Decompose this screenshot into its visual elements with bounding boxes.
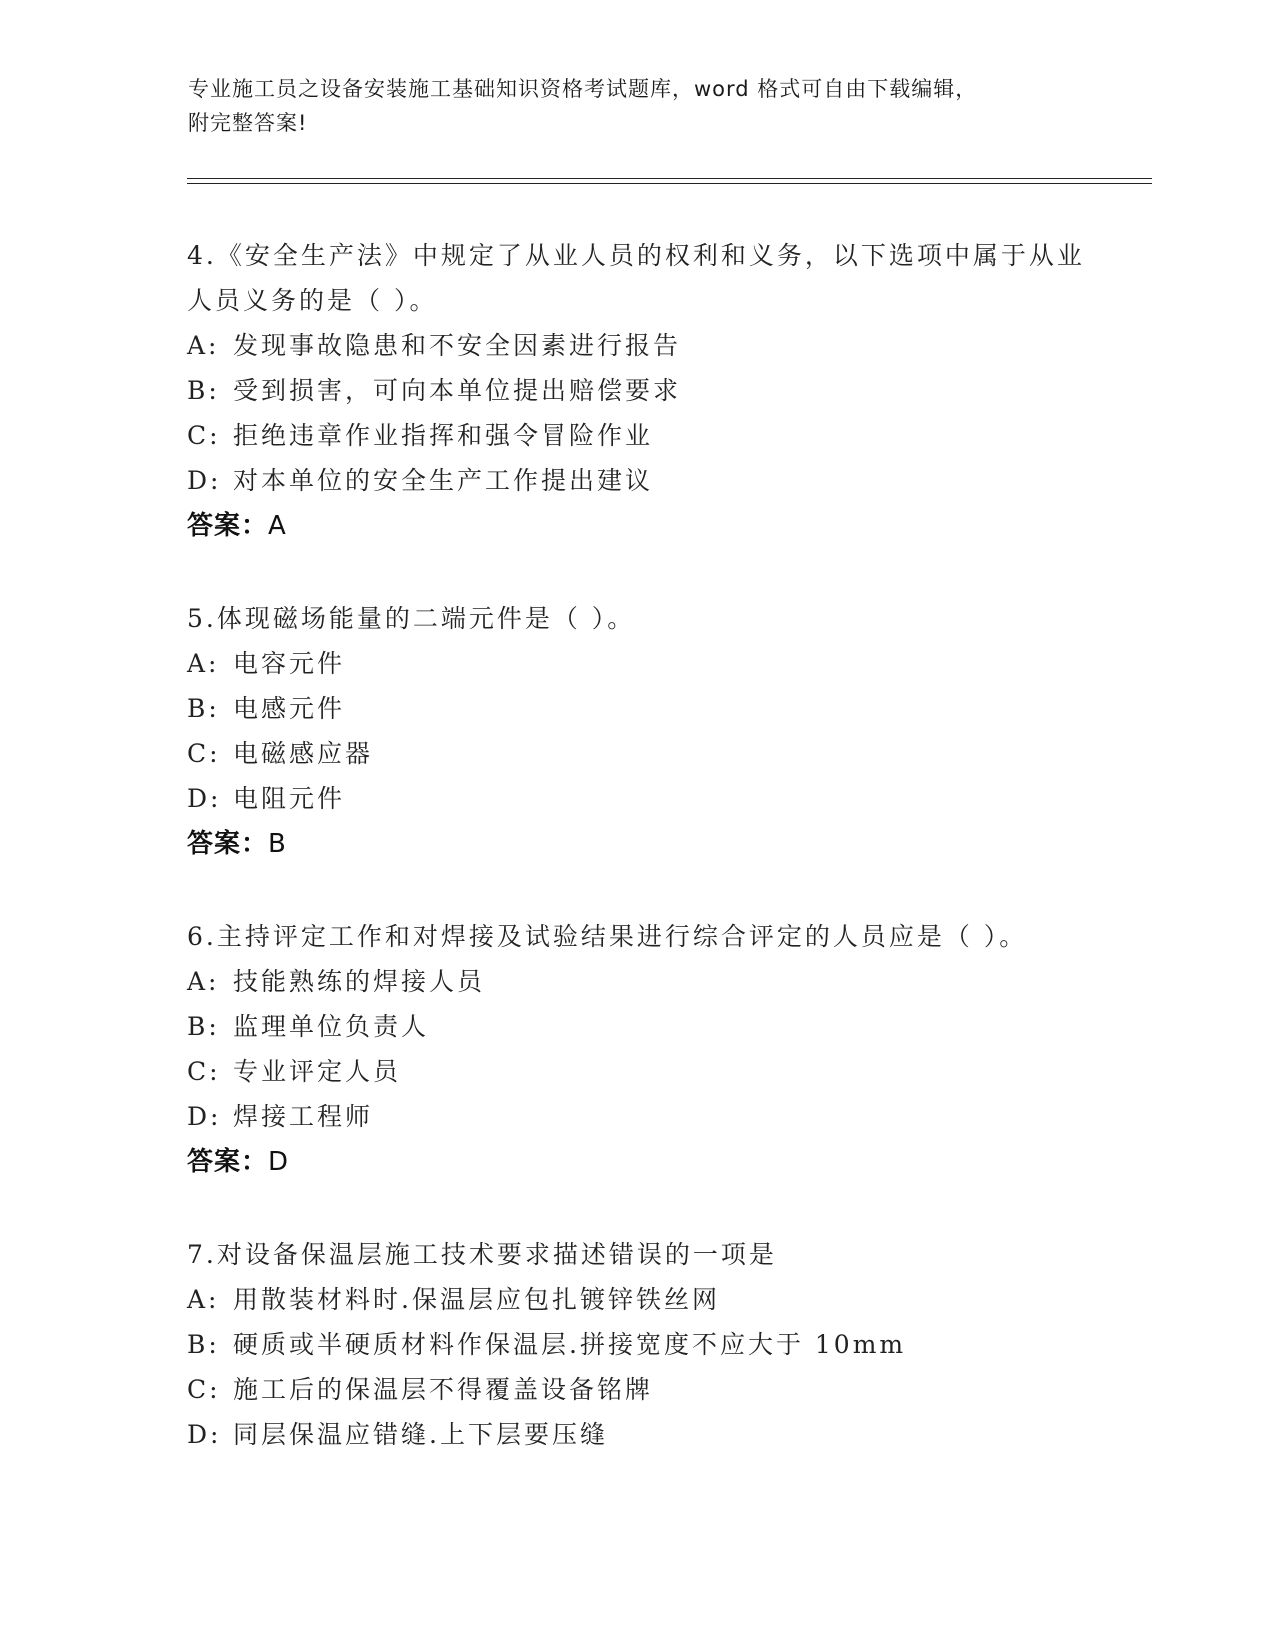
answer-value: D xyxy=(268,1147,290,1177)
answer-label: 答案： xyxy=(187,1147,269,1177)
option-letter: D: xyxy=(187,1420,222,1449)
option-b xyxy=(187,686,1087,731)
option-text: 技能熟练的焊接人员 xyxy=(233,967,486,996)
option-letter: A: xyxy=(187,331,220,360)
option-letter: B: xyxy=(187,1012,220,1041)
option-text: 焊接工程师 xyxy=(233,1102,374,1131)
question-7 xyxy=(187,1232,1087,1457)
header-divider-bottom xyxy=(187,183,1152,184)
option-text: 专业评定人员 xyxy=(233,1057,402,1086)
answer-line xyxy=(187,1139,1087,1185)
question-4 xyxy=(187,233,1087,549)
option-c xyxy=(187,1367,1087,1412)
header-line-2: 附完整答案! xyxy=(188,111,308,135)
option-letter: D: xyxy=(187,784,222,813)
answer-line xyxy=(187,503,1087,549)
answer-value: A xyxy=(268,511,287,541)
question-stem: 5.体现磁场能量的二端元件是（ ）。 xyxy=(187,604,636,633)
option-letter: B: xyxy=(187,376,220,405)
answer-label: 答案： xyxy=(187,511,269,541)
answer-value: B xyxy=(268,829,287,859)
option-b xyxy=(187,1322,1087,1367)
option-text: 同层保温应错缝.上下层要压缝 xyxy=(233,1420,608,1449)
option-letter: C: xyxy=(187,421,221,450)
option-letter: B: xyxy=(187,694,220,723)
option-letter: A: xyxy=(187,967,220,996)
document-header xyxy=(188,72,1068,140)
option-text: 电阻元件 xyxy=(233,784,346,813)
option-text: 施工后的保温层不得覆盖设备铭牌 xyxy=(233,1375,654,1404)
option-a xyxy=(187,641,1087,686)
option-c xyxy=(187,731,1087,776)
option-c xyxy=(187,1049,1087,1094)
option-letter: D: xyxy=(187,466,222,495)
option-text: 电磁感应器 xyxy=(233,739,374,768)
option-letter: C: xyxy=(187,739,221,768)
question-5 xyxy=(187,596,1087,867)
option-text: 受到损害，可向本单位提出赔偿要求 xyxy=(233,376,682,405)
option-d xyxy=(187,1094,1087,1139)
option-text: 对本单位的安全生产工作提出建议 xyxy=(233,466,654,495)
option-text: 硬质或半硬质材料作保温层.拼接宽度不应大于 10mm xyxy=(233,1330,907,1359)
option-d xyxy=(187,776,1087,821)
option-a xyxy=(187,959,1087,1004)
header-divider-top xyxy=(187,178,1152,179)
option-letter: D: xyxy=(187,1102,222,1131)
option-letter: A: xyxy=(187,649,220,678)
option-d xyxy=(187,458,1087,503)
option-text: 拒绝违章作业指挥和强令冒险作业 xyxy=(233,421,654,450)
answer-line xyxy=(187,821,1087,867)
option-letter: C: xyxy=(187,1375,221,1404)
option-text: 用散装材料时.保温层应包扎镀锌铁丝网 xyxy=(233,1285,720,1314)
option-a xyxy=(187,1277,1087,1322)
option-letter: B: xyxy=(187,1330,220,1359)
header-line-1: 专业施工员之设备安装施工基础知识资格考试题库，word 格式可自由下载编辑， xyxy=(188,77,978,101)
option-text: 电感元件 xyxy=(233,694,346,723)
option-text: 监理单位负责人 xyxy=(233,1012,430,1041)
question-stem: 7.对设备保温层施工技术要求描述错误的一项是 xyxy=(187,1240,777,1269)
question-stem: 6.主持评定工作和对焊接及试验结果进行综合评定的人员应是（ ）。 xyxy=(187,922,1028,951)
option-text: 发现事故隐患和不安全因素进行报告 xyxy=(233,331,682,360)
option-c xyxy=(187,413,1087,458)
option-letter: C: xyxy=(187,1057,221,1086)
option-letter: A: xyxy=(187,1285,220,1314)
option-text: 电容元件 xyxy=(233,649,346,678)
option-b xyxy=(187,368,1087,413)
option-a xyxy=(187,323,1087,368)
option-b xyxy=(187,1004,1087,1049)
question-stem: 4.《安全生产法》中规定了从业人员的权利和义务，以下选项中属于从业人员义务的是（ ）。 xyxy=(187,241,1085,315)
answer-label: 答案： xyxy=(187,829,269,859)
option-d xyxy=(187,1412,1087,1457)
question-6 xyxy=(187,914,1087,1185)
